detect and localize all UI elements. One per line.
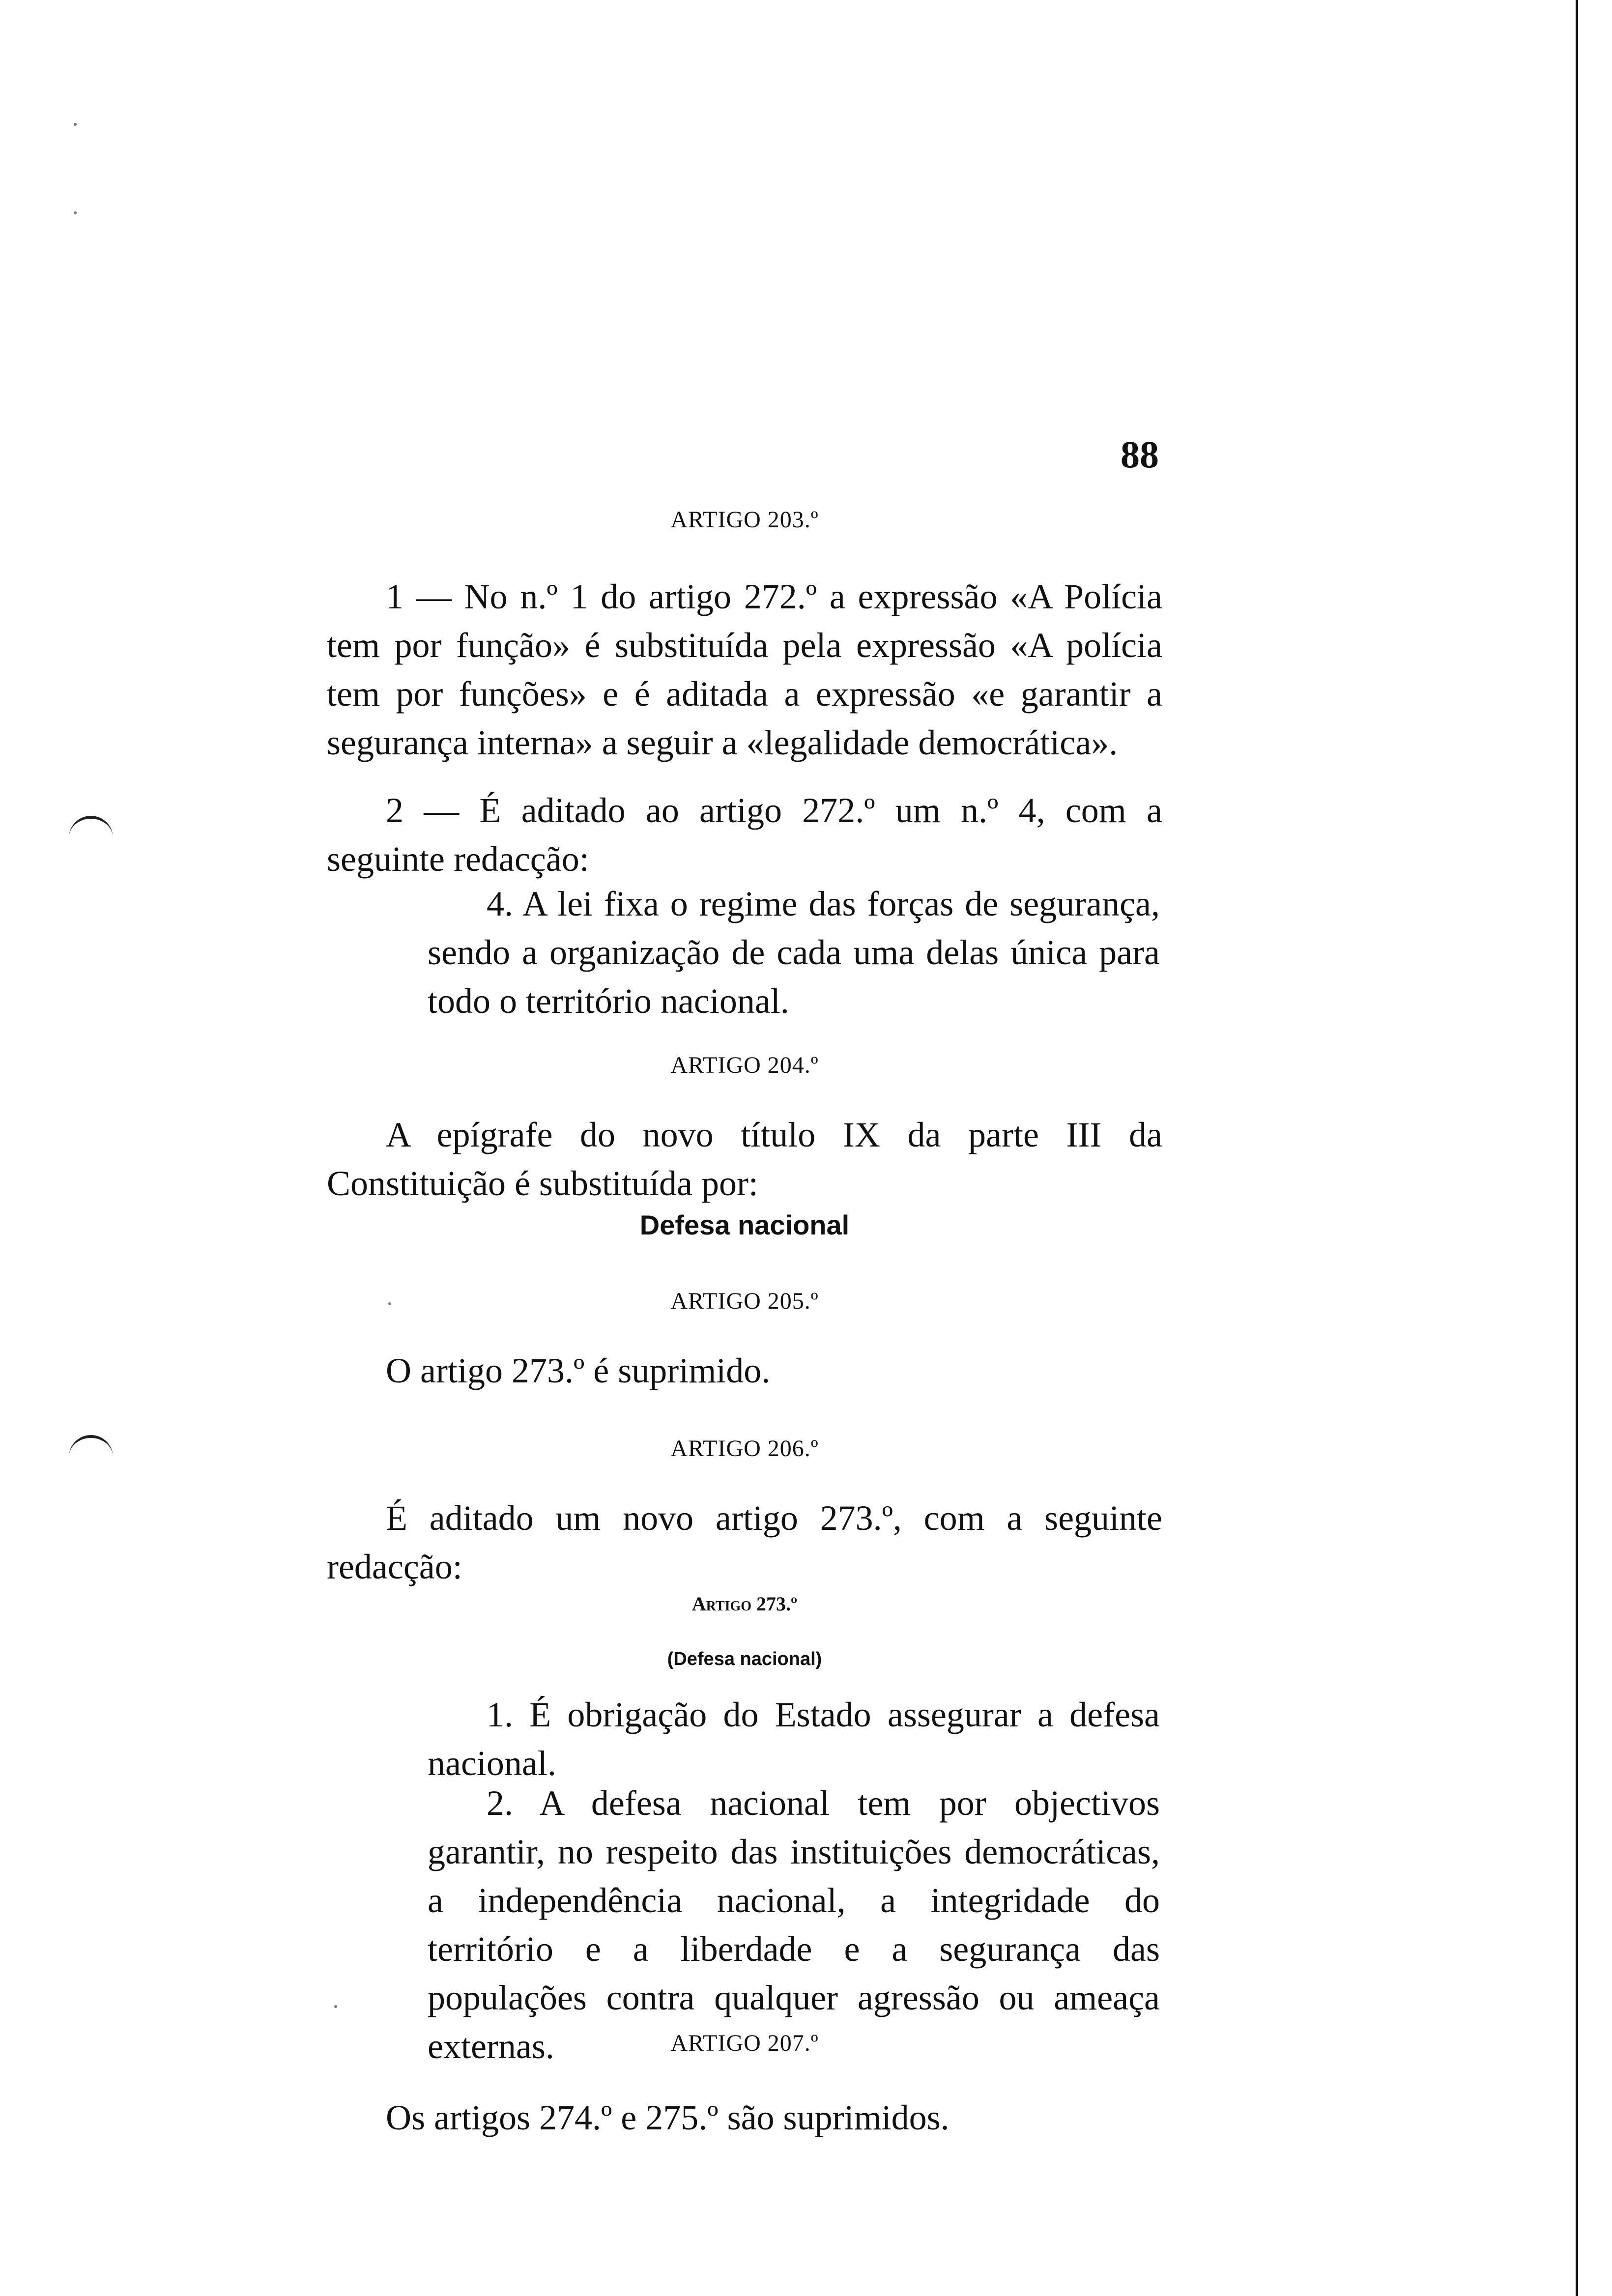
article-206-inner-subtitle: (Defesa nacional): [667, 1649, 822, 1669]
article-206-heading: ARTIGO 206.º: [670, 1435, 819, 1462]
page-edge-rule: [1576, 0, 1578, 2296]
speck: [74, 211, 77, 214]
article-203-paragraph-1: 1 — No n.º 1 do artigo 272.º a expressão «A Polícia tem por função» é substituída pela expressão «A polícia tem por funções» e é aditada a expressão «e garantir a segurança interna» a seguir a «legalidade democrática».: [327, 577, 1162, 762]
speck: [74, 123, 77, 126]
article-204-paragraph: A epígrafe do novo título IX da parte III da Constituição é substituída por:: [327, 1115, 1162, 1203]
article-206-item-1: 1. É obrigação do Estado assegurar a defesa nacional.: [428, 1695, 1160, 1783]
article-203-paragraph-2: 2 — É aditado ao artigo 272.º um n.º 4, com a seguinte redacção:: [327, 791, 1162, 879]
article-203-quote: 4. A lei fixa o regime das forças de segurança, sendo a organização de cada uma delas única para todo o território nacional.: [428, 884, 1160, 1021]
margin-mark: [69, 1435, 113, 1458]
article-203-heading: ARTIGO 203.º: [670, 507, 819, 533]
speck: [334, 2005, 337, 2008]
article-206-paragraph: É aditado um novo artigo 273.º, com a seguinte redacção:: [327, 1498, 1162, 1586]
article-205-heading: ARTIGO 205.º: [670, 1288, 819, 1314]
page-number: 88: [1121, 433, 1159, 476]
article-204-heading: ARTIGO 204.º: [670, 1052, 819, 1078]
article-207-heading: ARTIGO 207.º: [670, 2030, 819, 2056]
article-204-subtitle: Defesa nacional: [639, 1209, 850, 1240]
article-207-paragraph: Os artigos 274.º e 275.º são suprimidos.: [386, 2098, 950, 2137]
article-206-inner-heading: Artigo 273.º: [691, 1593, 798, 1615]
article-205-paragraph: O artigo 273.º é suprimido.: [386, 1351, 771, 1390]
article-206-item-2: 2. A defesa nacional tem por objectivos garantir, no respeito das instituições democráticas, a independência nacional, a integridade do território e a liberdade e a segurança das populações contra qualquer agressão ou ameaça externas.: [428, 1783, 1160, 2066]
margin-mark: [69, 816, 113, 838]
